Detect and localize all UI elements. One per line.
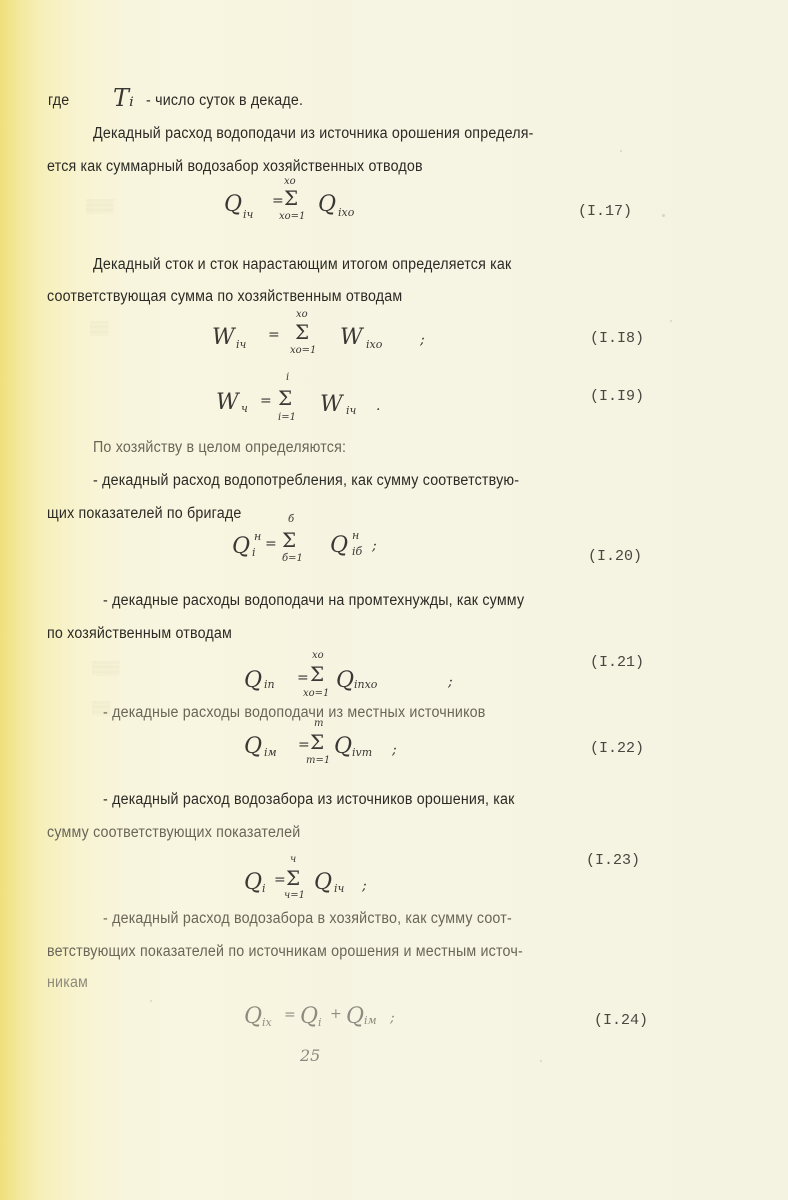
eq-lhs-sub: iх	[262, 1016, 272, 1029]
scan-speck	[670, 320, 672, 322]
eq-equals: =	[272, 193, 284, 209]
eq-equals: =	[268, 327, 280, 343]
eq-tail: .	[376, 398, 381, 414]
text-line: соответствующая сумма по хозяйственным отводам	[47, 288, 403, 305]
eq-rhs-sub: iм	[364, 1014, 377, 1027]
eq-lhs: Q	[244, 870, 263, 895]
eq-term-sub: iб	[352, 545, 363, 558]
text-line: - декадные расходы водоподачи на промтехнужды, как сумму	[103, 592, 525, 609]
sigma-icon: Σ	[295, 320, 310, 344]
scan-speck	[150, 1000, 152, 1002]
sum-lower-limit: хо=1	[290, 345, 317, 356]
eq-lhs: Q	[244, 1004, 263, 1029]
eq-equals: =	[274, 872, 286, 888]
eq-tail: ;	[372, 538, 377, 554]
eq-term-sub: iпхо	[354, 678, 378, 691]
sum-upper-limit: б	[288, 514, 295, 525]
eq-term: W	[340, 325, 363, 350]
sum-upper-limit: хо	[284, 176, 296, 187]
sum-lower-limit: ч=1	[284, 890, 305, 901]
eq-equals: =	[297, 670, 309, 686]
text-line: Декадный сток и сток нарастающим итогом определяется как	[93, 256, 512, 273]
equation-number: (I.21)	[590, 654, 645, 671]
equation-number: (I.I8)	[590, 330, 645, 347]
eq-lhs: W	[212, 325, 235, 350]
sigma-icon: Σ	[282, 528, 297, 552]
bleed-through-text: ▒▒▒	[92, 660, 120, 675]
eq-term: Q	[336, 668, 355, 693]
bleed-through-text: ▒▒	[92, 700, 111, 715]
sum-lower-limit: хо=1	[279, 211, 306, 222]
eq-rhs-term: Q	[300, 1004, 319, 1029]
eq-lhs-sub: i	[252, 546, 256, 559]
sum-upper-limit: m	[314, 718, 324, 729]
text-line: никам	[47, 974, 89, 991]
equation-number: (I.23)	[586, 852, 641, 869]
sigma-icon: Σ	[286, 866, 301, 890]
sum-upper-limit: хо	[312, 650, 324, 661]
sum-lower-limit: m=1	[306, 755, 331, 766]
eq-tail: ;	[448, 674, 453, 690]
eq-lhs: Q	[244, 668, 263, 693]
text-line: где	[48, 92, 70, 109]
eq-term: Q	[330, 533, 349, 558]
eq-lhs: Q	[224, 192, 243, 217]
eq-lhs-sub: iч	[236, 338, 247, 351]
equation-number: (I.20)	[588, 548, 643, 565]
eq-term: Q	[314, 870, 333, 895]
text-line: по хозяйственным отводам	[47, 625, 233, 642]
eq-lhs-sub: iм	[264, 746, 277, 759]
eq-plus: +	[330, 1006, 342, 1022]
text-line: - декадный расход водозабора в хозяйство, как сумму соот-	[103, 910, 512, 927]
equation-number: (I.24)	[594, 1012, 649, 1029]
text-line: - число суток в декаде.	[146, 92, 304, 109]
sum-lower-limit: i=1	[278, 412, 296, 423]
text-line: - декадные расходы водоподачи из местных источников	[103, 704, 486, 721]
text-line: Декадный расход водоподачи из источника орошения определя-	[93, 125, 534, 142]
eq-rhs-term: Q	[346, 1004, 365, 1029]
text-line: - декадный расход водопотребления, как сумму соответствую-	[93, 472, 520, 489]
eq-equals: =	[260, 393, 272, 409]
sum-upper-limit: ч	[290, 854, 297, 865]
equation-number: (I.I9)	[590, 388, 645, 405]
sum-upper-limit: i	[286, 372, 290, 383]
bleed-through-text: ▒▒▒	[86, 198, 114, 213]
text-line: По хозяйству в целом определяются:	[93, 439, 347, 456]
eq-lhs-sub: i	[262, 882, 266, 895]
sum-lower-limit: хо=1	[303, 688, 330, 699]
sigma-icon: Σ	[310, 662, 325, 686]
eq-tail: ;	[392, 742, 397, 758]
eq-rhs-sub: i	[318, 1016, 322, 1029]
eq-term-sub: iхо	[366, 338, 383, 351]
sigma-icon: Σ	[284, 186, 299, 210]
bleed-through-text: ▒▒	[90, 320, 109, 335]
eq-term-sub: ivm	[352, 746, 373, 759]
text-line: ветствующих показателей по источникам орошения и местным источ-	[47, 943, 523, 960]
scan-speck	[662, 214, 665, 217]
eq-lhs-sub: iч	[243, 208, 254, 221]
eq-equals: =	[284, 1007, 296, 1023]
eq-tail: ;	[420, 332, 425, 348]
eq-term-sub: iч	[346, 404, 357, 417]
text-line: щих показателей по бригаде	[47, 505, 242, 522]
eq-equals: =	[298, 737, 310, 753]
eq-lhs-sup: н	[254, 530, 262, 543]
text-line: сумму соответствующих показателей	[47, 824, 301, 841]
variable-Ti: Tᵢ	[113, 84, 134, 112]
eq-equals: =	[265, 536, 277, 552]
text-line: ется как суммарный водозабор хозяйственных отводов	[47, 158, 423, 175]
eq-term-sup: н	[352, 529, 360, 542]
eq-term: Q	[318, 192, 337, 217]
eq-tail: ;	[390, 1010, 395, 1026]
sum-upper-limit: хо	[296, 309, 308, 320]
eq-lhs-sub: ч	[241, 402, 248, 415]
equation-number: (I.17)	[578, 203, 633, 220]
eq-tail: ;	[362, 878, 367, 894]
scan-speck	[620, 150, 622, 152]
sum-lower-limit: б=1	[282, 553, 303, 564]
scan-speck	[540, 1060, 542, 1062]
sigma-icon: Σ	[310, 730, 325, 754]
eq-lhs: W	[216, 390, 239, 415]
sigma-icon: Σ	[278, 386, 293, 410]
eq-lhs: Q	[232, 534, 251, 559]
eq-term: W	[320, 392, 343, 417]
eq-term-sub: iхо	[338, 206, 355, 219]
text-line: - декадный расход водозабора из источников орошения, как	[103, 791, 515, 808]
eq-lhs: Q	[244, 734, 263, 759]
page-number: 25	[300, 1046, 321, 1065]
eq-lhs-sub: iп	[264, 678, 275, 691]
eq-term-sub: iч	[334, 882, 345, 895]
eq-term: Q	[334, 734, 353, 759]
equation-number: (I.22)	[590, 740, 645, 757]
